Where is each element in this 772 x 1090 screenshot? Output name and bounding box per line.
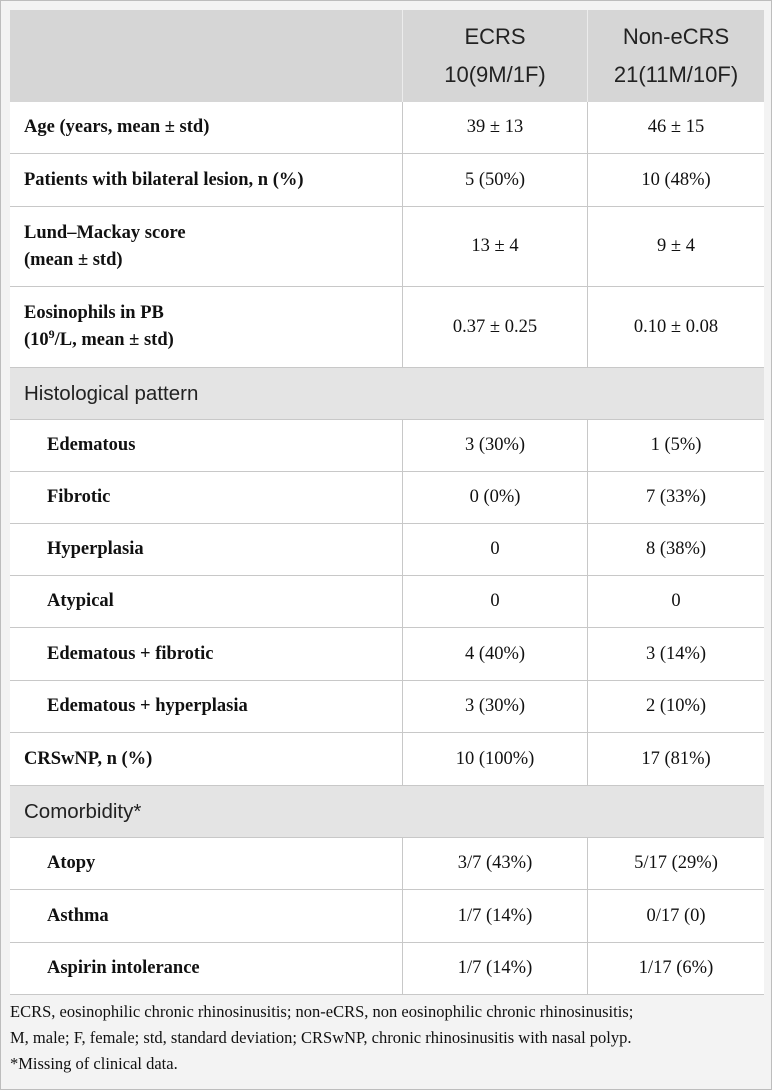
non-ecrs-value: 7 (33%) [587, 472, 764, 523]
row-label: Edematous + hyperplasia [47, 696, 248, 716]
row-label-line2 [24, 327, 402, 354]
header-non-ecrs-name: Non-eCRS [622, 24, 730, 49]
table-row-edematous-hyperplasia [10, 681, 764, 733]
table-row-lund-mackay [10, 207, 764, 287]
non-ecrs-value: 10 (48%) [587, 154, 764, 206]
section-row-histological-pattern [10, 368, 764, 420]
row-label: Fibrotic [47, 487, 111, 507]
non-ecrs-value: 0.10 ± 0.08 [587, 287, 764, 367]
non-ecrs-value: 3 (14%) [587, 628, 764, 680]
table-row-aspirin-intolerance [10, 943, 764, 995]
ecrs-value: 1/7 (14%) [402, 943, 587, 994]
non-ecrs-value: 17 (81%) [587, 733, 764, 785]
section-title: Comorbidity* [24, 800, 142, 823]
row-label: Aspirin intolerance [47, 958, 200, 978]
unit-prefix: (10 [24, 330, 49, 350]
row-label: Age (years, mean ± std) [24, 117, 210, 137]
non-ecrs-value: 8 (38%) [587, 524, 764, 575]
ecrs-value: 0 [402, 576, 587, 627]
non-ecrs-value: 0 [587, 576, 764, 627]
header-ecrs-cell [402, 10, 587, 102]
table-row-age [10, 102, 764, 154]
ecrs-value: 3/7 (43%) [402, 838, 587, 889]
non-ecrs-value: 1/17 (6%) [587, 943, 764, 994]
header-non-ecrs-cell [587, 10, 764, 102]
header-non-ecrs-n: 21(11M/10F) [613, 62, 739, 87]
ecrs-value: 4 (40%) [402, 628, 587, 680]
footnote-line-missing-data: *Missing of clinical data. [10, 1054, 178, 1073]
non-ecrs-value: 46 ± 15 [587, 102, 764, 153]
table-header-row [10, 10, 764, 102]
table-row-bilateral-lesion [10, 154, 764, 207]
section-row-comorbidity [10, 786, 764, 838]
table-row-eosinophils [10, 287, 764, 368]
table-row-hyperplasia [10, 524, 764, 576]
row-label-line1: Lund–Mackay score [24, 222, 186, 243]
ecrs-value: 5 (50%) [402, 154, 587, 206]
table-row-atopy [10, 838, 764, 890]
clinical-characteristics-table [10, 10, 764, 995]
row-label: Edematous + fibrotic [47, 643, 214, 664]
row-label: Edematous [47, 435, 136, 455]
table-row-edematous [10, 420, 764, 472]
ecrs-value: 3 (30%) [402, 420, 587, 471]
unit-suffix: /L, mean ± std) [54, 330, 174, 350]
non-ecrs-value: 1 (5%) [587, 420, 764, 471]
row-label: Hyperplasia [47, 539, 144, 559]
header-ecrs-name: ECRS [464, 24, 526, 49]
unit-exponent: 9 [48, 326, 55, 341]
ecrs-value: 10 (100%) [402, 733, 587, 785]
non-ecrs-value: 0/17 (0) [587, 890, 764, 942]
row-label: CRSwNP, n (%) [24, 748, 153, 769]
row-label: Patients with bilateral lesion, n (%) [24, 169, 304, 190]
section-title: Histological pattern [24, 382, 199, 405]
ecrs-value: 13 ± 4 [402, 207, 587, 286]
row-label-line2: (mean ± std) [24, 249, 123, 270]
table-row-edematous-fibrotic [10, 628, 764, 681]
row-label [10, 207, 402, 286]
row-label: Atopy [47, 853, 96, 873]
ecrs-value: 1/7 (14%) [402, 890, 587, 942]
table-row-asthma [10, 890, 764, 943]
non-ecrs-value: 2 (10%) [587, 681, 764, 732]
row-label-line1: Eosinophils in PB [24, 303, 164, 323]
ecrs-value: 0 [402, 524, 587, 575]
footnote-line-abbreviations-1: ECRS, eosinophilic chronic rhinosinusitis; non-eCRS, non eosinophilic chronic rhinosinusitis; [10, 1002, 634, 1021]
non-ecrs-value: 9 ± 4 [587, 207, 764, 286]
header-ecrs-n: 10(9M/1F) [444, 62, 546, 87]
ecrs-value: 0 (0%) [402, 472, 587, 523]
row-label [10, 287, 402, 367]
table-row-crswnp [10, 733, 764, 786]
table-row-atypical [10, 576, 764, 628]
footnote-line-abbreviations-2: M, male; F, female; std, standard deviation; CRSwNP, chronic rhinosinusitis with nasal polyp. [10, 1028, 632, 1047]
row-label: Asthma [47, 905, 109, 926]
row-label: Atypical [47, 591, 114, 611]
ecrs-value: 0.37 ± 0.25 [402, 287, 587, 367]
ecrs-value: 39 ± 13 [402, 102, 587, 153]
table-row-fibrotic [10, 472, 764, 524]
table-footnote [10, 999, 764, 1077]
non-ecrs-value: 5/17 (29%) [587, 838, 764, 889]
header-empty-cell [10, 10, 402, 102]
ecrs-value: 3 (30%) [402, 681, 587, 732]
